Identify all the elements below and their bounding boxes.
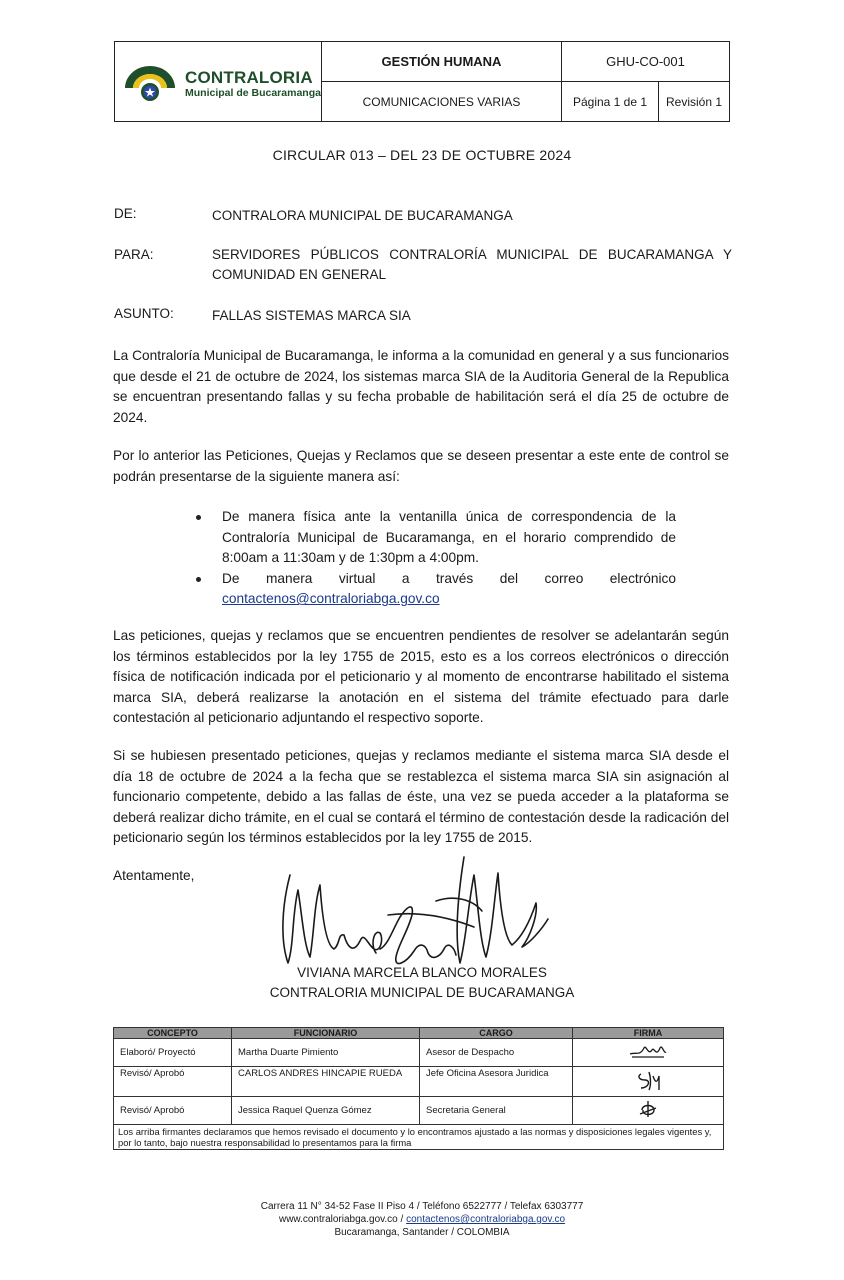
signer-entity: CONTRALORIA MUNICIPAL DE BUCARAMANGA <box>269 985 575 1000</box>
table-row <box>114 1097 724 1125</box>
bullet-item-2 <box>196 569 676 610</box>
closing-text: Atentamente, <box>113 868 195 883</box>
paragraph-3: Las peticiones, quejas y reclamos que se encuentren pendientes de resolver se adelantarán según los términos establecidos por la ley 1755 de 2015, esto es a los correos electrónicos o dirección física de notificación indicada por el peticionario y al momento de encontrarse habilitado el sistema marca SIA, deberá realizarse la anotación en el sistema del trámite efectuado para darle contestación al peticionario adjuntando el respectivo soporte. <box>113 628 729 726</box>
cell-firma <box>573 1097 724 1125</box>
paragraph-1: La Contraloría Municipal de Bucaramanga, le informa a la comunidad en general y a sus funcionarios que desde el 21 de octubre de 2024, los sistemas marca SIA de la Auditoria General de la Republica se encuentran presentando fallas y su fecha probable de habilitación será el día 25 de octubre de 2024. <box>113 348 729 425</box>
footer-web-line <box>0 1213 844 1226</box>
cell-cargo: Jefe Oficina Asesora Juridica <box>420 1067 573 1097</box>
document-header <box>114 41 730 122</box>
cell-funcionario: CARLOS ANDRES HINCAPIE RUEDA <box>232 1067 420 1097</box>
cell-funcionario: Jessica Raquel Quenza Gómez <box>232 1097 420 1125</box>
initials-signature <box>626 1040 670 1062</box>
table-row <box>114 1067 724 1097</box>
table-header-concepto: CONCEPTO <box>114 1028 232 1039</box>
asunto-value: FALLAS SISTEMAS MARCA SIA <box>212 308 411 323</box>
logo-subtitle: Municipal de Bucaramanga <box>185 87 321 99</box>
initials-signature <box>633 1068 663 1092</box>
footer-address: Carrera 11 N° 34-52 Fase II Piso 4 / Teléfono 6522777 / Telefax 6303777 <box>260 1201 584 1212</box>
logo-emblem-icon <box>121 60 179 104</box>
header-doc-type: COMUNICACIONES VARIAS <box>362 95 521 109</box>
cell-cargo: Secretaria General <box>420 1097 573 1125</box>
de-value: CONTRALORA MUNICIPAL DE BUCARAMANGA <box>212 208 513 223</box>
table-row <box>114 1039 724 1067</box>
review-table <box>113 1027 724 1150</box>
cell-funcionario: Martha Duarte Pimiento <box>232 1039 420 1067</box>
bullet-dot-icon <box>196 515 201 520</box>
paragraph-2: Por lo anterior las Peticiones, Quejas y Reclamos que se deseen presentar a este ente de control se podrán presentarse de la siguiente manera así: <box>113 448 729 484</box>
para-label: PARA: <box>114 247 154 262</box>
table-row <box>114 1125 724 1150</box>
page-footer <box>0 1200 844 1239</box>
cell-firma <box>573 1039 724 1067</box>
footer-email-link[interactable]: contactenos@contraloriabga.gov.co <box>406 1214 566 1225</box>
bullet-dot-icon <box>196 577 201 582</box>
header-page: Página 1 de 1 <box>572 95 648 109</box>
asunto-label: ASUNTO: <box>114 306 174 321</box>
bullet-text-1: De manera física ante la ventanilla única de correspondencia de la Contraloría Municipal de Bucaramanga, en el horario comprendido de 8:00am a 11:30am y de 1:30pm a 4:00pm. <box>222 509 676 566</box>
header-department: GESTIÓN HUMANA <box>381 54 502 69</box>
table-header-firma: FIRMA <box>573 1028 724 1039</box>
cell-firma <box>573 1067 724 1097</box>
paragraph-4: Si se hubiesen presentado peticiones, quejas y reclamos mediante el sistema marca SIA desde el día 18 de octubre de 2024 a la fecha que se restablezca el sistema marca SIA sin asignación al funcionario competente, debido a las fallas de éste, una vez se pueda acceder a la plataforma se deberá realizar dicho trámite, en el cual se contará el término de contestación desde la radicación del peticionario según los términos establecidos por la ley 1755 de 2015. <box>113 748 729 846</box>
cell-concepto: Revisó/ Aprobó <box>114 1097 232 1125</box>
header-revision: Revisión 1 <box>665 95 723 109</box>
table-header-cargo: CARGO <box>420 1028 573 1039</box>
logo-name: CONTRALORIA <box>185 68 313 87</box>
table-note: Los arriba firmantes declaramos que hemos revisado el documento y lo encontramos ajustado a las normas y disposiciones legales vigentes y, por lo tanto, bajo nuestra responsabilidad lo presentamos para la firma <box>114 1125 724 1150</box>
table-header-funcionario: FUNCIONARIO <box>232 1028 420 1039</box>
bullet-item-1 <box>196 507 676 569</box>
signer-name: VIVIANA MARCELA BLANCO MORALES <box>297 965 547 980</box>
footer-website: www.contraloriabga.gov.co / <box>278 1214 407 1225</box>
cell-concepto: Elaboró/ Proyectó <box>114 1039 232 1067</box>
footer-city: Bucaramanga, Santander / COLOMBIA <box>334 1227 510 1238</box>
handwritten-signature <box>268 845 558 980</box>
circular-title: CIRCULAR 013 – DEL 23 DE OCTUBRE 2024 <box>272 147 572 163</box>
header-code: GHU-CO-001 <box>606 54 685 69</box>
contraloria-logo <box>121 60 321 104</box>
contact-email-link[interactable]: contactenos@contraloriabga.gov.co <box>222 591 440 607</box>
initials-signature <box>636 1098 660 1120</box>
bullet-list <box>196 507 676 610</box>
bullet-text-2: De manera virtual a través del correo electrónico <box>222 570 676 586</box>
de-label: DE: <box>114 206 137 221</box>
cell-concepto: Revisó/ Aprobó <box>114 1067 232 1097</box>
cell-cargo: Asesor de Despacho <box>420 1039 573 1067</box>
para-value: SERVIDORES PÚBLICOS CONTRALORÍA MUNICIPAL DE BUCARAMANGA Y COMUNIDAD EN GENERAL <box>212 247 732 282</box>
